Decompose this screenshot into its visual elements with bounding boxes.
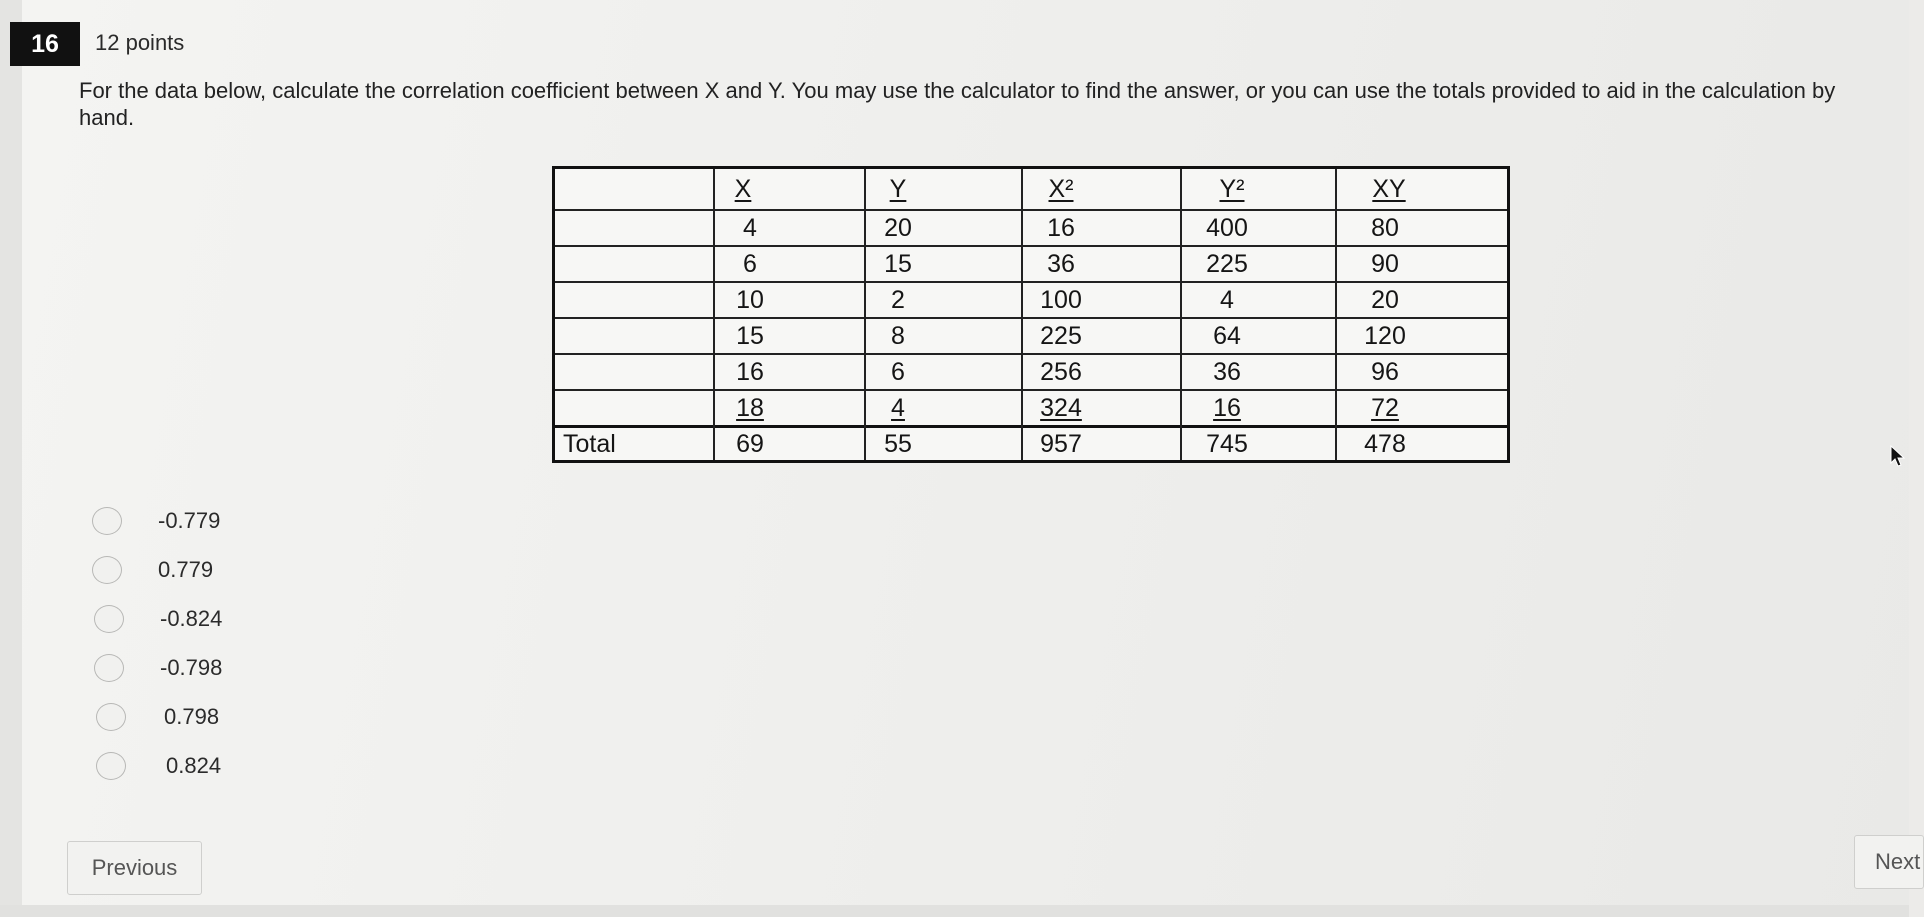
table-cell: 100 (1040, 286, 1082, 314)
table-cell: 36 (1047, 250, 1075, 278)
radio-button[interactable] (92, 507, 122, 535)
radio-button[interactable] (96, 703, 126, 731)
table-cell: 324 (1040, 394, 1082, 422)
answer-option[interactable] (92, 652, 292, 682)
table-row-divider (555, 209, 1507, 211)
radio-button[interactable] (94, 654, 124, 682)
table-cell: 4 (743, 214, 757, 242)
table-col-divider (1335, 169, 1337, 460)
answer-option[interactable] (92, 554, 292, 584)
question-prompt: For the data below, calculate the correlation coefficient between X and Y. You may use the calculator to find the answer, or you can use the totals provided to aid in the calculation by hand. (79, 78, 1836, 130)
table-cell: 225 (1040, 322, 1082, 350)
table-cell: 15 (736, 322, 764, 350)
table-col-divider (1180, 169, 1182, 460)
radio-button[interactable] (92, 556, 122, 584)
table-header-x: X (734, 175, 752, 203)
table-total-label: Total (563, 430, 616, 458)
table-total-cell: 745 (1206, 430, 1248, 458)
table-cell: 6 (743, 250, 757, 278)
table-col-divider (713, 169, 715, 460)
data-table (552, 166, 1510, 463)
question-points: 12 points (95, 30, 185, 55)
table-header-y2: Y² (1219, 175, 1245, 203)
footer-bar (0, 905, 1909, 917)
table-cell: 72 (1371, 394, 1399, 422)
table-row-divider (555, 353, 1507, 355)
answer-option[interactable] (92, 505, 292, 535)
table-header-xy: XY (1372, 175, 1406, 203)
answer-option[interactable] (92, 701, 292, 731)
table-header-y: Y (889, 175, 907, 203)
table-col-divider (864, 169, 866, 460)
table-cell: 20 (1371, 286, 1399, 314)
table-header-x2: X² (1048, 175, 1074, 203)
radio-button[interactable] (96, 752, 126, 780)
table-cell: 16 (1213, 394, 1241, 422)
table-cell: 4 (891, 394, 905, 422)
table-cell: 18 (736, 394, 764, 422)
next-button[interactable]: Next (1854, 835, 1924, 889)
answer-option[interactable] (92, 750, 292, 780)
answer-option-label: -0.824 (160, 606, 223, 631)
table-row-divider (555, 281, 1507, 283)
table-total-cell: 957 (1040, 430, 1082, 458)
table-row-divider (555, 317, 1507, 319)
radio-button[interactable] (94, 605, 124, 633)
table-cell: 256 (1040, 358, 1082, 386)
table-cell: 10 (736, 286, 764, 314)
table-cell: 90 (1371, 250, 1399, 278)
table-total-cell: 478 (1364, 430, 1406, 458)
table-cell: 400 (1206, 214, 1248, 242)
question-number-badge: 16 (10, 22, 80, 66)
table-cell: 120 (1364, 322, 1406, 350)
table-row-divider (555, 425, 1507, 428)
answer-option-label: -0.779 (158, 508, 221, 533)
answer-option[interactable] (92, 603, 292, 633)
left-margin (0, 0, 22, 917)
table-cell: 64 (1213, 322, 1241, 350)
table-total-cell: 55 (884, 430, 912, 458)
answer-option-label: 0.824 (166, 753, 222, 778)
table-cell: 4 (1220, 286, 1234, 314)
table-row-divider (555, 389, 1507, 391)
table-row-divider (555, 245, 1507, 247)
table-col-divider (1021, 169, 1023, 460)
table-cell: 20 (884, 214, 912, 242)
table-cell: 2 (891, 286, 905, 314)
answer-option-label: -0.798 (160, 655, 223, 680)
table-cell: 6 (891, 358, 905, 386)
table-cell: 15 (884, 250, 912, 278)
previous-button[interactable]: Previous (67, 841, 202, 895)
table-cell: 16 (1047, 214, 1075, 242)
answer-option-label: 0.779 (158, 557, 214, 582)
mouse-cursor-icon (1890, 445, 1906, 469)
answer-option-label: 0.798 (164, 704, 220, 729)
table-total-cell: 69 (736, 430, 764, 458)
table-cell: 16 (736, 358, 764, 386)
table-cell: 80 (1371, 214, 1399, 242)
table-cell: 225 (1206, 250, 1248, 278)
table-cell: 8 (891, 322, 905, 350)
table-cell: 36 (1213, 358, 1241, 386)
table-cell: 96 (1371, 358, 1399, 386)
